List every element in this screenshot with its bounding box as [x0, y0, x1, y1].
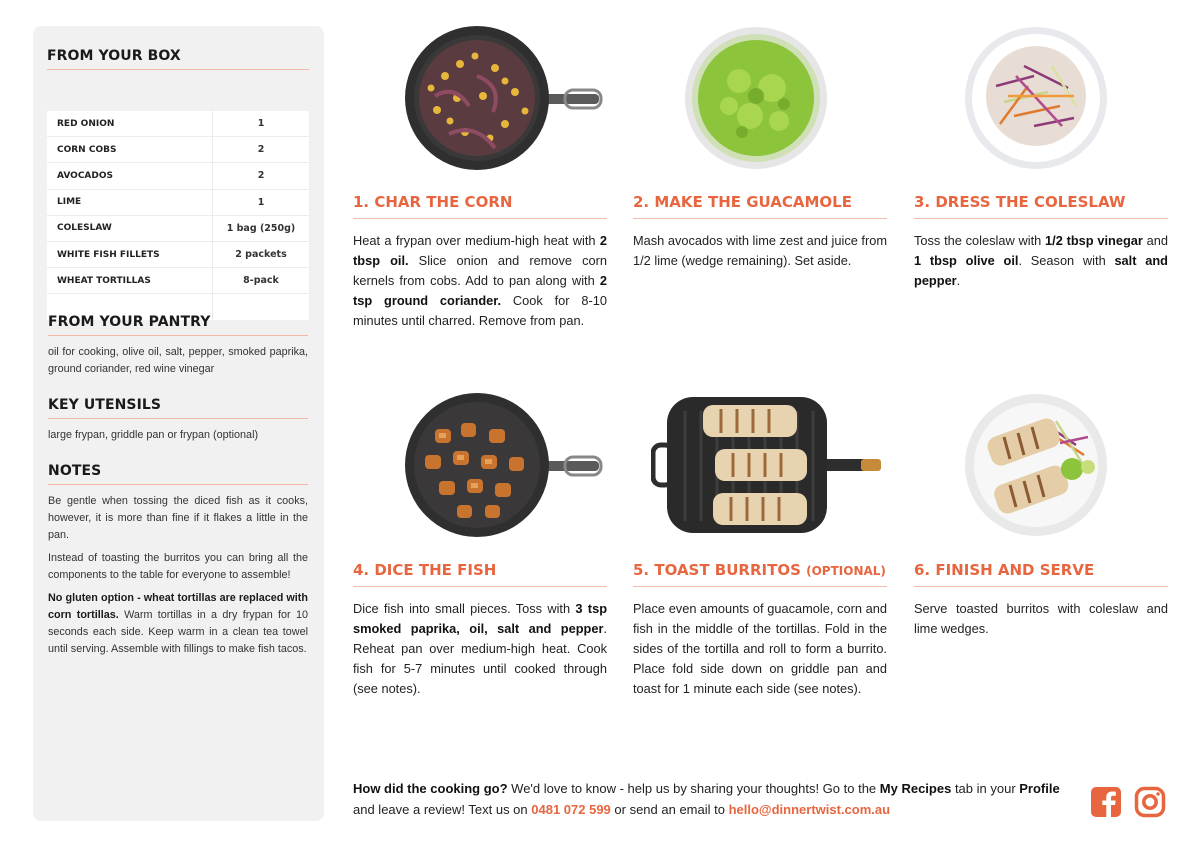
step-title: 2. MAKE THE GUACAMOLE: [633, 193, 887, 219]
optional-label: (OPTIONAL): [806, 564, 886, 578]
pan-corn-onion-photo: [365, 26, 605, 170]
notes-heading: NOTES: [48, 463, 308, 485]
utensils-text: large frypan, griddle pan or frypan (optional): [48, 429, 259, 441]
step-4: [353, 561, 607, 699]
key-utensils-heading: KEY UTENSILS: [48, 397, 308, 419]
note-paragraph: Instead of toasting the burritos you can bring all the components to the table for everyone to assemble!: [48, 552, 308, 581]
step-title: 4. DICE THE FISH: [353, 561, 607, 587]
table-row: [47, 216, 309, 242]
table-row: [47, 190, 309, 216]
step-text: Toss the coleslaw with 1/2 tbsp vinegar and 1 tbsp olive oil. Season with salt and pepper.: [914, 233, 1168, 288]
step-title: 5. TOAST BURRITOS (OPTIONAL): [633, 561, 887, 587]
step-text: Heat a frypan over medium-high heat with 2 tbsp oil. Slice onion and remove corn kernels from cobs. Add to pan along with 2 tsp ground coriander. Cook for 8-10 minutes until charred. Remove from pan.: [353, 233, 607, 328]
step-text: Mash avocados with lime zest and juice from 1/2 lime (wedge remaining). Set aside.: [633, 233, 887, 268]
ingredient-qty: 8-pack: [243, 275, 279, 287]
step-3: [914, 193, 1168, 291]
ingredients-table: [47, 111, 309, 320]
bowl-coleslaw-photo: [964, 26, 1108, 170]
facebook-icon[interactable]: [1090, 786, 1122, 818]
table-row: [47, 242, 309, 268]
ingredient-qty: 1 bag (250g): [226, 222, 296, 234]
table-row: [47, 163, 309, 189]
note-paragraph: No gluten option - wheat tortillas are replaced with corn tortillas. Warm tortillas in a dry frypan for 10 seconds each side. Keep warm in a clean tea towel until serving. Assemble with fillings to make fish tacos.: [48, 592, 308, 655]
step-2: [633, 193, 887, 271]
email-link[interactable]: hello@dinnertwist.com.au: [728, 802, 891, 817]
griddle-burritos-photo: [651, 393, 883, 537]
table-row: [47, 111, 309, 137]
step-text: Serve toasted burritos with coleslaw and lime wedges.: [914, 601, 1168, 636]
ingredient-qty: 1: [257, 196, 265, 208]
my-recipes-label: My Recipes: [879, 781, 952, 796]
utensils-section: [48, 397, 308, 444]
step-text: Place even amounts of guacamole, corn and fish in the middle of the tortillas. Fold in the sides of the tortilla and roll to form a burrito. Place fold side down on griddle pan and toast for 1 minute each side (see notes).: [633, 601, 887, 696]
step-6: [914, 561, 1168, 639]
feedback-question: How did the cooking go?: [353, 781, 508, 796]
step-text: Dice fish into small pieces. Toss with 3 tsp smoked paprika, oil, salt and pepper. Reheat pan over medium-high heat. Cook fish for 5-7 minutes until cooked through (see notes).: [353, 601, 608, 696]
ingredient-name: WHITE FISH FILLETS: [57, 249, 160, 260]
table-row: [47, 137, 309, 163]
pan-fish-photo: [365, 393, 605, 537]
ingredient-name: COLESLAW: [57, 223, 112, 234]
ingredient-name: LIME: [57, 197, 82, 208]
table-row: [47, 268, 309, 294]
feedback-footer: How did the cooking go? We'd love to know - help us by sharing your thoughts! Go to the My Recipes tab in your Profile and leave a review! Text us on 0481 072 599 or send an email to hello@dinnertwist.com.au: [353, 781, 1060, 817]
pantry-section: [48, 314, 308, 378]
from-your-box-heading: FROM YOUR BOX: [47, 48, 309, 70]
profile-label: Profile: [1019, 781, 1060, 796]
notes-section: [48, 463, 308, 658]
ingredient-qty: 2 packets: [235, 249, 287, 261]
ingredient-qty: 2: [257, 144, 265, 156]
note-bold: No gluten option - wheat tortillas are replaced with corn tortillas.: [48, 592, 308, 621]
ingredient-name: RED ONION: [57, 118, 115, 129]
instagram-icon[interactable]: [1134, 786, 1166, 818]
plate-burritos-photo: [964, 393, 1108, 537]
note-paragraph: Be gentle when tossing the diced fish as it cooks, however, it is more than fine if it flakes a little in the pan.: [48, 495, 308, 541]
sidebar: [33, 26, 324, 821]
phone-number[interactable]: 0481 072 599: [531, 802, 611, 817]
ingredient-name: WHEAT TORTILLAS: [57, 275, 151, 286]
step-title: 1. CHAR THE CORN: [353, 193, 607, 219]
ingredient-qty: 2: [257, 170, 265, 182]
from-your-pantry-heading: FROM YOUR PANTRY: [48, 314, 308, 336]
ingredient-qty: 1: [257, 118, 265, 130]
step-title: 6. FINISH AND SERVE: [914, 561, 1168, 587]
step-1: [353, 193, 607, 331]
step-title: 3. DRESS THE COLESLAW: [914, 193, 1168, 219]
ingredient-name: AVOCADOS: [57, 170, 113, 181]
bowl-guacamole-photo: [684, 26, 828, 170]
ingredient-name: CORN COBS: [57, 144, 117, 155]
step-5: [633, 561, 887, 699]
pantry-text: oil for cooking, olive oil, salt, pepper, smoked paprika, ground coriander, red wine vinegar: [48, 346, 308, 375]
